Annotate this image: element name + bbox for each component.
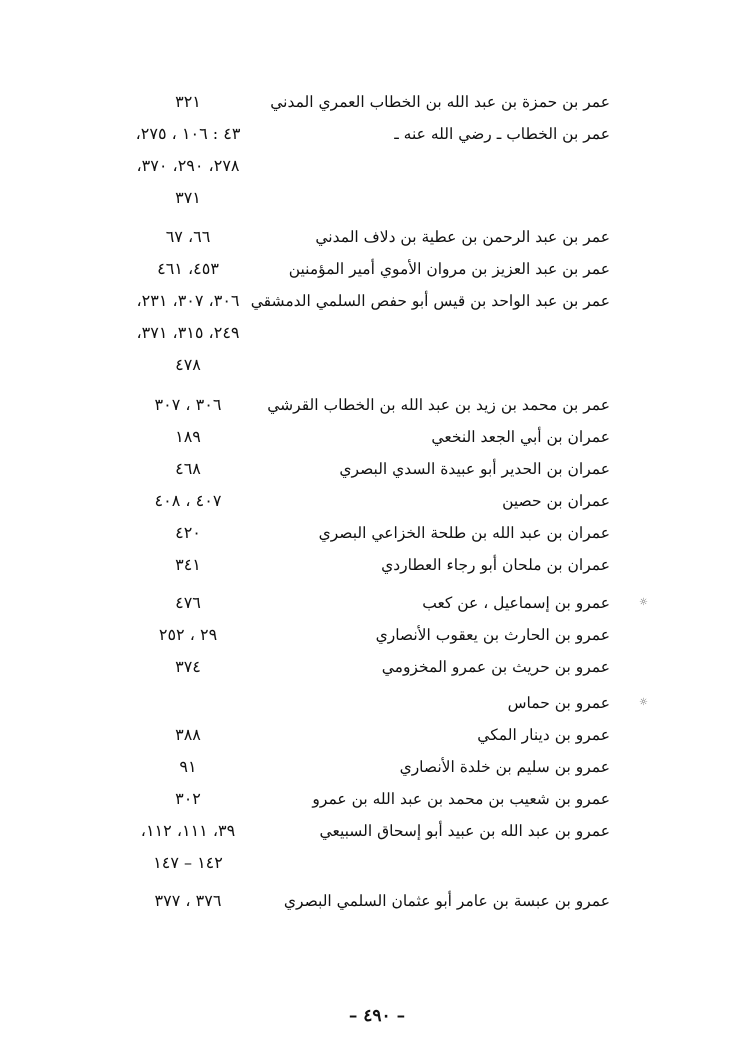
index-entry <box>0 349 754 381</box>
index-entry <box>0 783 754 815</box>
index-entry <box>0 549 754 581</box>
index-entry <box>0 389 754 421</box>
entry-pages: ٢٧٨، ٢٩٠، ٣٧٠، <box>136 156 240 175</box>
index-entry <box>0 118 754 150</box>
entry-pages: ٣٤١ <box>175 555 201 574</box>
index-entry <box>0 253 754 285</box>
index-entry <box>0 421 754 453</box>
entry-pages: ٤٠٧ ، ٤٠٨ <box>154 491 222 510</box>
entry-name: عمر بن حمزة بن عبد الله بن الخطاب العمري المدني <box>270 93 610 111</box>
entry-name: عمرو بن الحارث بن يعقوب الأنصاري <box>375 626 610 644</box>
index-entry <box>0 815 754 847</box>
entry-pages: ٤٣ : ١٠٦ ، ٢٧٥، <box>135 124 241 143</box>
entry-name: عمران بن عبد الله بن طلحة الخزاعي البصري <box>318 524 610 542</box>
entry-pages: ٤٢٠ <box>175 523 201 542</box>
index-entry <box>0 317 754 349</box>
entry-pages: ٤٦٨ <box>175 459 201 478</box>
index-entry <box>0 885 754 917</box>
entry-name: عمران بن حصين <box>502 492 610 510</box>
entry-pages: ٦٦، ٦٧ <box>165 227 211 246</box>
entry-pages: ٣٢١ <box>175 92 201 111</box>
index-entry <box>0 619 754 651</box>
entry-name: عمر بن محمد بن زيد بن عبد الله بن الخطاب القرشي <box>267 396 610 414</box>
entry-name: عمرو بن دينار المكي <box>477 726 610 744</box>
entry-pages: ١٨٩ <box>175 427 201 446</box>
page-number: – ٤٩٠ – <box>348 1006 406 1026</box>
entry-pages: ٣٧٤ <box>175 657 201 676</box>
entry-name: عمران بن الحدير أبو عبيدة السدي البصري <box>339 460 610 478</box>
entry-pages: ٤٧٨ <box>175 355 201 374</box>
entry-name: عمرو بن عبسة بن عامر أبو عثمان السلمي البصري <box>283 892 610 910</box>
entry-pages: ٢٩ ، ٢٥٢ <box>158 625 218 644</box>
entry-name: عمر بن عبد العزيز بن مروان الأموي أمير المؤمنين <box>288 260 610 278</box>
entry-pages: ٣٠٦ ، ٣٠٧ <box>154 395 222 414</box>
entry-name: عمرو بن عبد الله بن عبيد أبو إسحاق السبيعي <box>319 822 610 840</box>
index-entry <box>0 182 754 214</box>
index-entry <box>0 847 754 879</box>
entry-pages: ٩١ <box>179 757 197 776</box>
index-entry <box>0 751 754 783</box>
entry-name: عمران بن أبي الجعد النخعي <box>431 428 610 446</box>
index-entry <box>0 86 754 118</box>
index-entry <box>0 517 754 549</box>
entry-pages: ٣٧٦ ، ٣٧٧ <box>154 891 222 910</box>
index-entry <box>0 687 754 719</box>
index-entry <box>0 651 754 683</box>
entry-name: عمر بن عبد الرحمن بن عطية بن دلاف المدني <box>315 228 610 246</box>
index-entry <box>0 719 754 751</box>
entry-name: عمرو بن حريث بن عمرو المخزومي <box>381 658 610 676</box>
entry-name: عمرو بن شعيب بن محمد بن عبد الله بن عمرو <box>312 790 610 808</box>
index-entry <box>0 221 754 253</box>
index-entry <box>0 485 754 517</box>
entry-pages: ١٤٢ – ١٤٧ <box>153 853 223 872</box>
index-entry <box>0 150 754 182</box>
index-entry <box>0 285 754 317</box>
entry-name: عمرو بن إسماعيل ، عن كعب <box>422 594 610 612</box>
index-entry <box>0 587 754 619</box>
entry-pages: ٣٨٨ <box>175 725 201 744</box>
entry-name: عمرو بن سليم بن خلدة الأنصاري <box>399 758 610 776</box>
entry-name: عمرو بن حماس <box>507 694 610 712</box>
entry-pages: ٣٧١ <box>175 188 201 207</box>
entry-name: عمران بن ملحان أبو رجاء العطاردي <box>381 556 610 574</box>
entry-pages: ٤٧٦ <box>175 593 201 612</box>
entry-name: عمر بن الخطاب ـ رضي الله عنه ـ <box>394 125 610 143</box>
entry-name: عمر بن عبد الواحد بن قيس أبو حفص السلمي الدمشقي <box>250 292 610 310</box>
entry-marker-icon: ☼ <box>639 597 648 608</box>
index-entry <box>0 453 754 485</box>
entry-pages: ٢٤٩، ٣١٥، ٣٧١، <box>136 323 240 342</box>
entry-pages: ٣٠٦، ٣٠٧، ٢٣١، <box>136 291 240 310</box>
entry-marker-icon: ☼ <box>639 697 648 708</box>
entry-pages: ٣٠٢ <box>175 789 201 808</box>
entry-pages: ٤٥٣، ٤٦١ <box>157 259 219 278</box>
entry-pages: ٣٩، ١١١، ١١٢، <box>140 821 236 840</box>
